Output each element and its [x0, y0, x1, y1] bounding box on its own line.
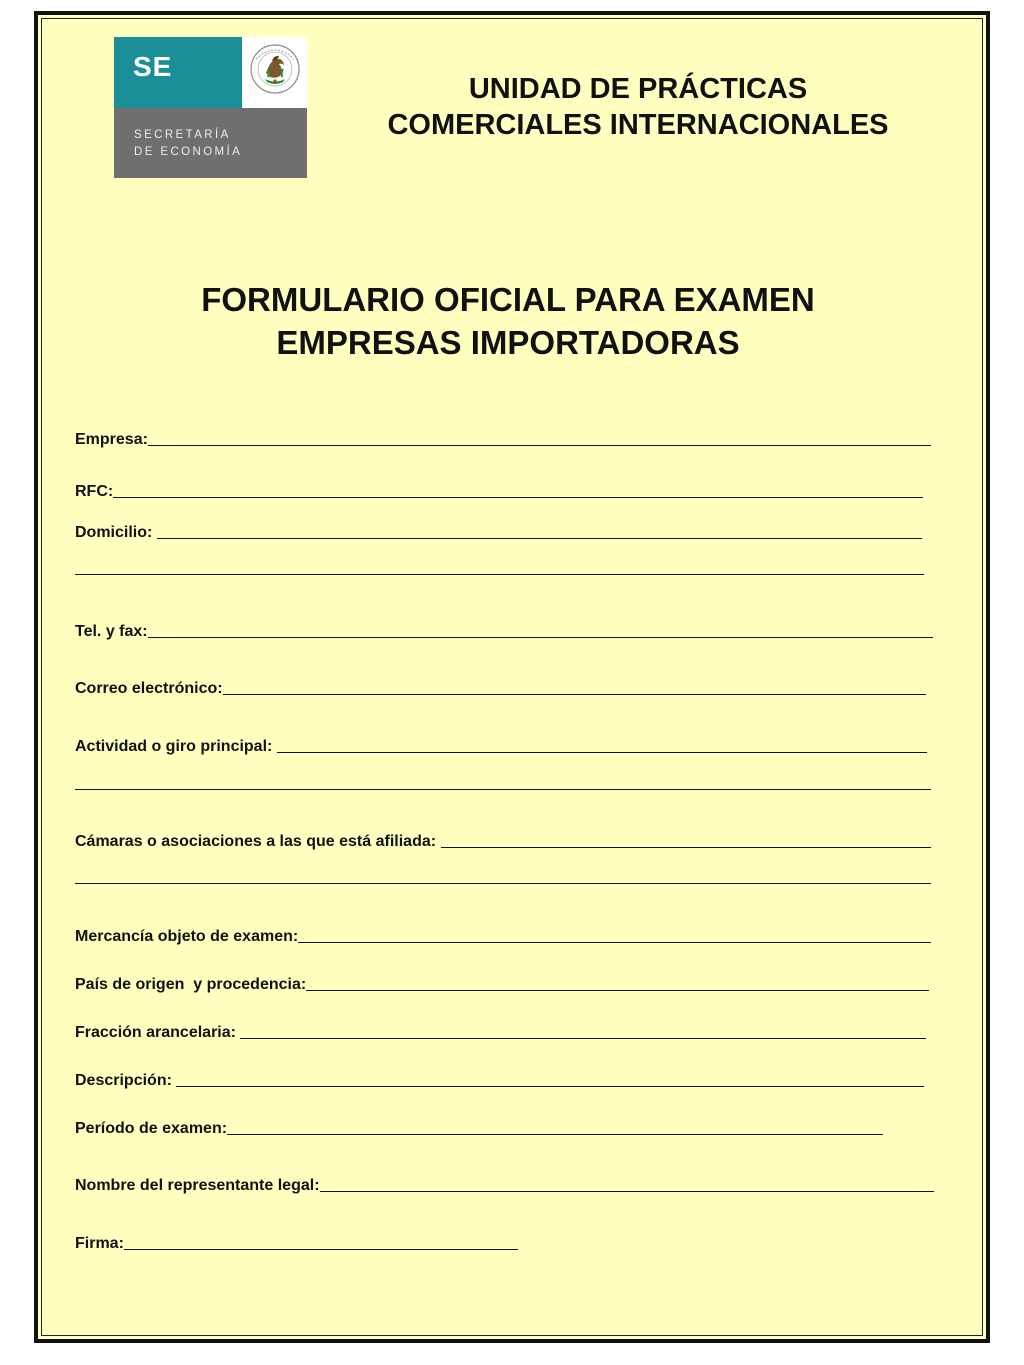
fill-line[interactable] — [277, 752, 927, 753]
form-title-line-2: EMPRESAS IMPORTADORAS — [276, 324, 740, 361]
fill-line[interactable] — [298, 942, 931, 943]
field-rfc[interactable] — [75, 481, 923, 501]
fill-line[interactable] — [124, 1249, 518, 1250]
field-firma[interactable] — [75, 1233, 518, 1253]
field-label: País de origen y procedencia: — [75, 976, 307, 993]
form-title-line-1: FORMULARIO OFICIAL PARA EXAMEN — [201, 281, 815, 318]
field-label: Tel. y fax: — [75, 623, 148, 640]
field-pais[interactable] — [75, 974, 929, 994]
logo-line-2: DE ECONOMÍA — [134, 146, 243, 158]
field-tel-fax[interactable] — [75, 621, 933, 641]
mexican-seal-icon — [246, 39, 304, 103]
unit-heading-line-2: COMERCIALES INTERNACIONALES — [387, 109, 889, 141]
field-label: Período de examen: — [75, 1120, 228, 1137]
unit-heading-line-1: UNIDAD DE PRÁCTICAS — [468, 73, 808, 105]
fill-line[interactable] — [148, 445, 931, 446]
field-label: Fracción arancelaria: — [75, 1024, 241, 1041]
field-label: RFC: — [75, 483, 114, 500]
fill-line[interactable] — [223, 694, 926, 695]
form-title — [98, 278, 918, 364]
field-label: Descripción: — [75, 1072, 177, 1089]
secretaria-economia-logo — [114, 37, 307, 178]
logo-teal-block — [114, 37, 242, 108]
field-empresa[interactable] — [75, 429, 931, 449]
field-label: Firma: — [75, 1235, 124, 1252]
field-camaras[interactable] — [75, 831, 931, 851]
fill-line[interactable] — [240, 1038, 926, 1039]
field-periodo[interactable] — [75, 1118, 883, 1138]
field-label: Correo electrónico: — [75, 680, 223, 697]
unit-heading — [368, 71, 908, 143]
field-representante[interactable] — [75, 1175, 934, 1195]
fill-line[interactable] — [148, 637, 933, 638]
fill-line[interactable] — [441, 847, 931, 848]
fill-line[interactable] — [176, 1086, 924, 1087]
fill-line[interactable] — [113, 497, 923, 498]
fill-line[interactable] — [227, 1134, 883, 1135]
inner-border — [41, 18, 983, 1336]
fill-line[interactable] — [306, 990, 929, 991]
logo-abbr: SE — [133, 51, 173, 82]
field-label: Domicilio: — [75, 524, 157, 541]
field-label: Actividad o giro principal: — [75, 738, 277, 755]
field-camaras-continuation-line[interactable] — [75, 883, 931, 884]
field-fraccion[interactable] — [75, 1022, 926, 1042]
form-sheet — [34, 11, 990, 1343]
fill-line[interactable] — [157, 538, 922, 539]
field-domicilio-continuation-line[interactable] — [75, 574, 924, 575]
field-descripcion[interactable] — [75, 1070, 924, 1090]
field-label: Nombre del representante legal: — [75, 1177, 320, 1194]
field-label: Cámaras o asociaciones a las que está afiliada: — [75, 833, 441, 850]
field-correo[interactable] — [75, 678, 926, 698]
field-mercancia[interactable] — [75, 926, 931, 946]
field-actividad-continuation-line[interactable] — [75, 789, 931, 790]
field-actividad[interactable] — [75, 736, 927, 756]
field-label: Mercancía objeto de examen: — [75, 928, 299, 945]
logo-gray-block — [114, 108, 307, 178]
field-label: Empresa: — [75, 431, 148, 448]
fill-line[interactable] — [320, 1191, 934, 1192]
logo-line-1: SECRETARÍA — [134, 129, 231, 141]
field-domicilio[interactable] — [75, 522, 922, 542]
